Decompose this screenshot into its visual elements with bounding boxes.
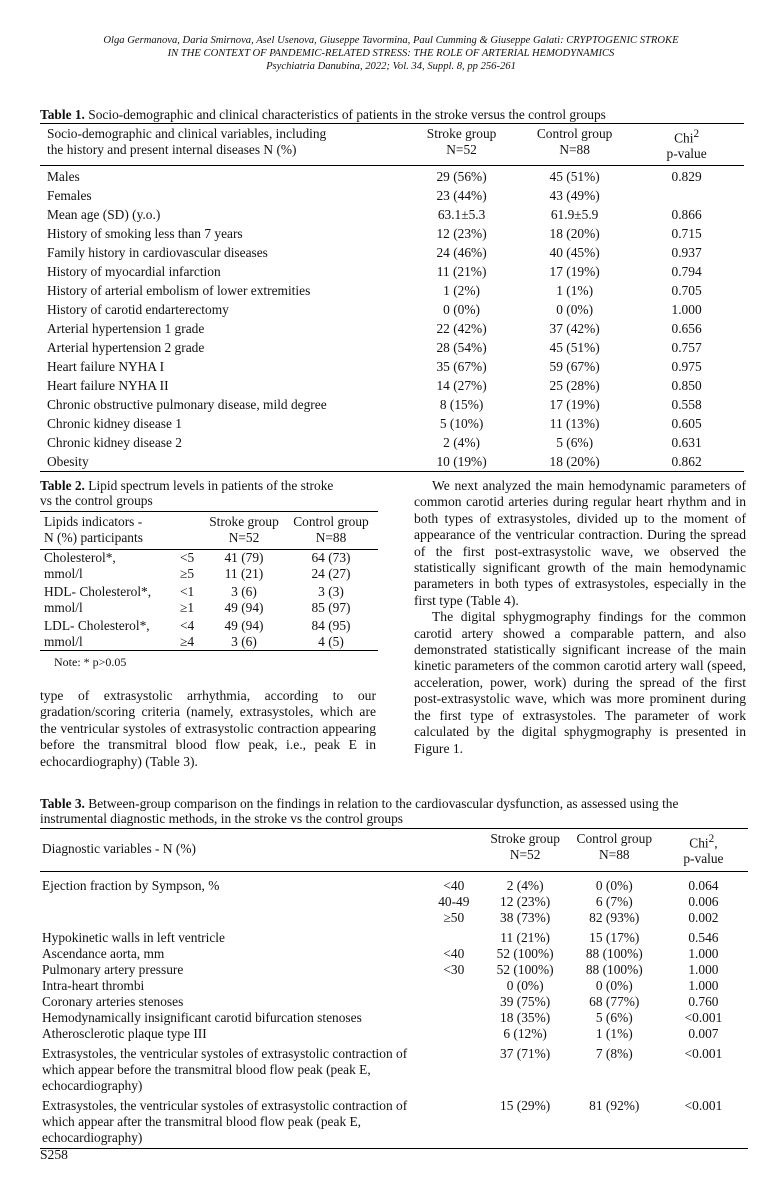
- table3-cell-control: 6 (7%): [595, 894, 633, 910]
- table-row: [40, 910, 748, 926]
- table2-cell-indicator: HDL- Cholesterol*,: [44, 584, 152, 599]
- table-row: [40, 582, 378, 600]
- table3-cell-threshold: [427, 1094, 480, 1149]
- table3-cell-pvalue: 0.006: [688, 894, 719, 910]
- table1-cell-pvalue: 0.631: [671, 435, 702, 451]
- table3-cell-pvalue: <0.001: [684, 1010, 723, 1026]
- table3-cell-stroke: 18 (35%): [500, 1010, 551, 1026]
- table3-cell-stroke: 2 (4%): [506, 878, 544, 894]
- table2-cell-control: 64 (73): [311, 550, 351, 565]
- table2-header-control: [284, 512, 378, 550]
- table2-cell-indicator: mmol/l: [44, 600, 83, 615]
- table2-cell-threshold: <1: [180, 584, 195, 599]
- table-row: [40, 414, 744, 433]
- table2-cell-threshold: ≥1: [180, 600, 195, 615]
- table1-cell-stroke: 12 (23%): [436, 226, 487, 242]
- table-row: [40, 433, 744, 452]
- right-column-text: [414, 478, 746, 757]
- table3-cell-pvalue: 0.546: [688, 930, 719, 946]
- header-text: [659, 831, 748, 851]
- table1: [40, 123, 744, 472]
- table-row: [40, 186, 744, 205]
- table1-cell-variable: History of carotid endarterectomy: [47, 302, 229, 318]
- table2-cell-stroke: 41 (79): [224, 550, 264, 565]
- table3-cell-variable: Extrasystoles, the ventricular systoles of extrasystolic contraction of which appear before the transmitral blood flow peak (peak E, echocardiography): [42, 1046, 408, 1094]
- table1-cell-stroke: 28 (54%): [436, 340, 487, 356]
- table-row: [40, 452, 744, 472]
- table2-cell-control: 85 (97): [311, 600, 351, 615]
- table1-cell-pvalue: 0.866: [671, 207, 702, 223]
- table1-cell-stroke: 23 (44%): [436, 188, 487, 204]
- table1-cell-pvalue: 0.605: [671, 416, 702, 432]
- table3-cell-threshold: [427, 994, 480, 1010]
- table1-cell-pvalue: 0.705: [671, 283, 702, 299]
- table-row: [40, 262, 744, 281]
- table3-header-stroke: [481, 829, 570, 872]
- table2-caption-line1: Lipid spectrum levels in patients of the stroke: [88, 478, 334, 493]
- table1-cell-pvalue: 0.715: [671, 226, 702, 242]
- header-text: p-value: [666, 146, 707, 162]
- table1-cell-pvalue: 0.975: [671, 359, 702, 375]
- table2-cell-threshold: ≥5: [180, 566, 195, 581]
- table-row: [40, 1026, 748, 1042]
- table1-cell-variable: Chronic kidney disease 2: [47, 435, 182, 451]
- table-row: [40, 376, 744, 395]
- table1-cell-stroke: 29 (56%): [436, 169, 487, 185]
- table-row: [40, 600, 378, 616]
- header-text: Stroke group: [490, 831, 560, 846]
- table3-cell-stroke: 52 (100%): [496, 962, 554, 978]
- table3-cell-threshold: [427, 1010, 480, 1026]
- table3-cell-threshold: 40-49: [438, 894, 470, 910]
- table2-cell-stroke: 3 (6): [231, 634, 257, 649]
- table-row: [40, 894, 748, 910]
- table3-cell-variable: Atherosclerotic plaque type III: [42, 1026, 207, 1042]
- table-row: [40, 872, 748, 895]
- table1-cell-control: 25 (28%): [549, 378, 600, 394]
- header-text: N=88: [559, 142, 590, 157]
- table3-cell-control: 82 (93%): [589, 910, 640, 926]
- table1-cell-pvalue: 0.656: [671, 321, 702, 337]
- table1-cell-pvalue: 0.937: [671, 245, 702, 261]
- table2-cell-control: 24 (27): [311, 566, 351, 581]
- table2-cell-control: 3 (3): [318, 584, 344, 599]
- table2-cell-threshold: ≥4: [180, 634, 195, 649]
- table3-body: [40, 872, 748, 1149]
- table1-label: Table 1.: [40, 107, 85, 122]
- table2-header-row: [40, 512, 378, 550]
- table1-cell-pvalue: 0.794: [671, 264, 702, 280]
- table3-header-control: [570, 829, 659, 872]
- table1-cell-pvalue: 0.757: [671, 340, 702, 356]
- table3-header-variables: [40, 829, 481, 872]
- table3-header-row: [40, 829, 748, 872]
- table-row: [40, 962, 748, 978]
- page-number: S258: [40, 1147, 68, 1162]
- table3-cell-pvalue: 1.000: [688, 946, 719, 962]
- table1-cell-pvalue: 0.862: [671, 454, 702, 470]
- table3-cell-variable: Extrasystoles, the ventricular systoles of extrasystolic contraction of which appear after the transmitral blood flow peak (peak E, echocardiography): [42, 1098, 408, 1146]
- table1-cell-stroke: 1 (2%): [443, 283, 480, 299]
- table3-cell-threshold: <30: [443, 962, 465, 978]
- right-paragraph-2: The digital sphygmography findings for the common carotid artery showed a comparable pattern, and also demonstrated statistically significant increase of the main kinetic parameters of the common carotid artery wall (speed, acceleration, power, work) during the spread of the first post-extrasystolic wave, which was more prominent during the first type of extrasystoles. The parameter of work calculated by the digital sphygmography is presented in Figure 1.: [414, 609, 746, 756]
- table3: [40, 828, 748, 1149]
- left-column-text: [40, 688, 376, 770]
- header-title-line: IN THE CONTEXT OF PANDEMIC-RELATED STRESS: THE ROLE OF ARTERIAL HEMODYNAMICS: [167, 48, 615, 59]
- header-text: Stroke group: [426, 126, 497, 141]
- table1-cell-variable: Females: [47, 188, 92, 204]
- table1-cell-control: 17 (19%): [549, 397, 600, 413]
- table3-cell-control: 88 (100%): [585, 962, 643, 978]
- table2-header-stroke: [204, 512, 284, 550]
- chi-text: Chi: [689, 835, 709, 851]
- table1-cell-stroke: 22 (42%): [436, 321, 487, 337]
- table3-cell-variable: [40, 894, 427, 910]
- table2-cell-indicator: LDL- Cholesterol*,: [44, 618, 150, 633]
- table1-cell-variable: History of arterial embolism of lower extremities: [47, 283, 311, 299]
- table1-caption: [40, 107, 744, 122]
- header-text: p-value: [683, 851, 724, 867]
- table1-cell-control: 61.9±5.9: [550, 207, 599, 223]
- table3-cell-pvalue: <0.001: [684, 1046, 723, 1062]
- table-row: [40, 1010, 748, 1026]
- header-text: Lipids indicators -: [44, 514, 143, 529]
- table1-cell-pvalue: 0.829: [671, 169, 702, 185]
- table1-cell-control: 45 (51%): [549, 169, 600, 185]
- table1-cell-control: 5 (6%): [556, 435, 594, 451]
- table3-cell-threshold: [427, 978, 480, 994]
- table-row: [40, 1042, 748, 1094]
- table2-cell-stroke: 49 (94): [224, 600, 264, 615]
- header-text: Control group: [293, 514, 369, 529]
- table-row: [40, 566, 378, 582]
- table3-cell-variable: Hemodynamically insignificant carotid bifurcation stenoses: [42, 1010, 362, 1026]
- table3-label: Table 3.: [40, 796, 85, 811]
- table3-cell-pvalue: 0.002: [688, 910, 719, 926]
- table1-cell-stroke: 11 (21%): [436, 264, 487, 280]
- table1-cell-variable: Chronic kidney disease 1: [47, 416, 182, 432]
- table1-cell-stroke: 8 (15%): [439, 397, 484, 413]
- table2-caption-line2: vs the control groups: [40, 493, 153, 508]
- table2-body: [40, 550, 378, 651]
- table1-cell-control: 0 (0%): [556, 302, 594, 318]
- table1-cell-control: 17 (19%): [549, 264, 600, 280]
- table1-header-pvalue: [629, 124, 744, 166]
- table3-cell-variable: Intra-heart thrombi: [42, 978, 145, 994]
- header-text: N=52: [446, 142, 477, 157]
- table1-cell-control: 40 (45%): [549, 245, 600, 261]
- table1-cell-variable: Males: [47, 169, 80, 185]
- table1-cell-variable: History of smoking less than 7 years: [47, 226, 243, 242]
- header-text: N=52: [509, 847, 541, 862]
- header-text: Socio-demographic and clinical variables, including: [47, 126, 327, 141]
- table-row: [40, 926, 748, 946]
- table1-cell-control: 18 (20%): [549, 454, 600, 470]
- header-text: [629, 126, 744, 146]
- table-row: [40, 205, 744, 224]
- table-row: [40, 357, 744, 376]
- table1-cell-pvalue: 0.558: [671, 397, 702, 413]
- right-paragraph-1: We next analyzed the main hemodynamic parameters of common carotid arteries during regular heart rhythm and in both types of extrasystoles, divided up to the moment of appearance of the ventricular contraction. During the spread of the first post-extrasystolic wave, we observed the statistically significant growth of the main hemodynamic parameters in both types of extrasystoles, especially in the first type (Table 4).: [414, 478, 746, 608]
- table-row: [40, 243, 744, 262]
- table-row: [40, 550, 378, 567]
- table3-cell-control: 81 (92%): [589, 1098, 640, 1114]
- table1-cell-variable: Chronic obstructive pulmonary disease, mild degree: [47, 397, 327, 413]
- table1-header-stroke: [403, 124, 520, 166]
- chi-superscript: 2: [708, 833, 715, 845]
- table1-cell-variable: Heart failure NYHA I: [47, 359, 165, 375]
- table1-cell-stroke: 14 (27%): [436, 378, 487, 394]
- table-row: [40, 978, 748, 994]
- table2-cell-indicator: mmol/l: [44, 634, 83, 649]
- table3-cell-threshold: [427, 1042, 480, 1094]
- header-text: N (%) participants: [44, 530, 143, 545]
- table-row: [40, 338, 744, 357]
- table3-cell-threshold: [427, 926, 480, 946]
- table3-cell-pvalue: 0.064: [688, 878, 719, 894]
- table3-cell-pvalue: <0.001: [684, 1098, 723, 1114]
- table2-cell-control: 84 (95): [311, 618, 351, 633]
- header-text: Diagnostic variables - N (%): [42, 841, 196, 857]
- chi-comma: ,: [714, 835, 718, 851]
- table-row: [40, 946, 748, 962]
- table1-cell-variable: Heart failure NYHA II: [47, 378, 169, 394]
- table1-cell-control: 37 (42%): [549, 321, 600, 337]
- table1-cell-control: 43 (49%): [549, 188, 600, 204]
- table3-cell-pvalue: 0.007: [688, 1026, 719, 1042]
- table3-cell-control: 88 (100%): [585, 946, 643, 962]
- table3-cell-stroke: 0 (0%): [506, 978, 544, 994]
- table1-cell-stroke: 35 (67%): [436, 359, 487, 375]
- table3-cell-variable: Ascendance aorta, mm: [42, 946, 165, 962]
- table3-cell-threshold: [427, 1026, 480, 1042]
- chi-text: Chi: [674, 130, 694, 146]
- table3-cell-control: 0 (0%): [595, 878, 633, 894]
- table1-cell-control: 11 (13%): [549, 416, 600, 432]
- table1-cell-stroke: 0 (0%): [443, 302, 480, 318]
- table3-cell-pvalue: 1.000: [688, 962, 719, 978]
- table3-cell-control: 5 (6%): [595, 1010, 633, 1026]
- table-row: [40, 224, 744, 243]
- table1-cell-control: 18 (20%): [549, 226, 600, 242]
- header-authors-line: Olga Germanova, Daria Smirnova, Asel Usenova, Giuseppe Tavormina, Paul Cumming & Giuseppe Galati: CRYPTOGENIC STROKE: [103, 35, 679, 46]
- running-header: [40, 34, 742, 73]
- header-text: N=88: [315, 530, 347, 545]
- table1-cell-variable: Arterial hypertension 1 grade: [47, 321, 205, 337]
- table3-caption-text: Between-group comparison on the findings in relation to the cardiovascular dysfunction, as assessed using the instrumental diagnostic methods, in the stroke vs the control groups: [40, 796, 679, 826]
- table3-cell-stroke: 37 (71%): [500, 1046, 551, 1062]
- table3-cell-stroke: 38 (73%): [500, 910, 551, 926]
- table1-cell-control: 1 (1%): [556, 283, 594, 299]
- table2-cell-threshold: <4: [180, 618, 195, 633]
- table2-cell-indicator: mmol/l: [44, 566, 83, 581]
- table3-cell-threshold: <40: [443, 946, 465, 962]
- table2-cell-indicator: Cholesterol*,: [44, 550, 116, 565]
- header-text: N=88: [598, 847, 630, 862]
- table3-cell-variable: Ejection fraction by Sympson, %: [42, 878, 220, 894]
- table1-cell-variable: History of myocardial infarction: [47, 264, 221, 280]
- table3-caption: [40, 796, 748, 826]
- table1-cell-variable: Arterial hypertension 2 grade: [47, 340, 205, 356]
- table2-cell-stroke: 49 (94): [224, 618, 264, 633]
- header-journal-line: Psychiatria Danubina, 2022; Vol. 34, Suppl. 8, pp 256-261: [266, 61, 516, 72]
- table-row: [40, 395, 744, 414]
- table2-header-lipids: [40, 512, 204, 550]
- table3-cell-stroke: 15 (29%): [500, 1098, 551, 1114]
- table3-cell-variable: [40, 910, 427, 926]
- table-row: [40, 281, 744, 300]
- table3-cell-variable: Pulmonary artery pressure: [42, 962, 184, 978]
- table3-cell-control: 7 (8%): [595, 1046, 633, 1062]
- table3-cell-threshold: ≥50: [443, 910, 465, 926]
- table2-note: Note: * p>0.05: [54, 655, 127, 669]
- header-text: Control group: [576, 831, 653, 846]
- table1-caption-text: Socio-demographic and clinical characteristics of patients in the stroke versus the control groups: [88, 107, 606, 122]
- header-text: the history and present internal diseases N (%): [47, 142, 297, 157]
- table3-cell-control: 68 (77%): [589, 994, 640, 1010]
- header-text: Stroke group: [209, 514, 279, 529]
- table1-cell-pvalue: 1.000: [671, 302, 702, 318]
- table1-cell-control: 45 (51%): [549, 340, 600, 356]
- table2-cell-stroke: 11 (21): [224, 566, 264, 581]
- table-row: [40, 616, 378, 634]
- left-paragraph: type of extrasystolic arrhythmia, according to our gradation/scoring criteria (namely, extrasystoles, which are the ventricular systoles of extrasystolic contraction appearing before the transmitral blood flow peak, i.e., peak E in echocardiography) (Table 3).: [40, 688, 376, 769]
- table3-cell-control: 1 (1%): [595, 1026, 633, 1042]
- chi-superscript: 2: [693, 128, 700, 140]
- table1-header-row: [40, 124, 744, 166]
- table2-cell-control: 4 (5): [318, 634, 344, 649]
- table3-cell-control: 15 (17%): [589, 930, 640, 946]
- table3-cell-stroke: 6 (12%): [503, 1026, 547, 1042]
- table1-cell-pvalue: [629, 186, 744, 205]
- table3-cell-stroke: 11 (21%): [500, 930, 550, 946]
- table1-cell-stroke: 10 (19%): [436, 454, 487, 470]
- table3-cell-pvalue: 1.000: [688, 978, 719, 994]
- table-row: [40, 994, 748, 1010]
- table1-cell-variable: Obesity: [47, 454, 89, 470]
- table3-cell-stroke: 12 (23%): [500, 894, 551, 910]
- table1-cell-variable: Family history in cardiovascular diseases: [47, 245, 268, 261]
- table1-body: [40, 166, 744, 472]
- table3-cell-threshold: <40: [443, 878, 465, 894]
- table3-header-pvalue: [659, 829, 748, 872]
- table-row: [40, 634, 378, 651]
- table3-cell-stroke: 39 (75%): [500, 994, 551, 1010]
- table3-cell-variable: Hypokinetic walls in left ventricle: [42, 930, 225, 946]
- table3-cell-pvalue: 0.760: [688, 994, 719, 1010]
- table2-label: Table 2.: [40, 478, 85, 493]
- table2-cell-stroke: 3 (6): [231, 584, 257, 599]
- table2: [40, 511, 378, 651]
- table-row: [40, 1094, 748, 1149]
- table1-cell-stroke: 5 (10%): [439, 416, 484, 432]
- header-text: Control group: [536, 126, 613, 141]
- table3-cell-variable: Coronary arteries stenoses: [42, 994, 184, 1010]
- table3-cell-stroke: 52 (100%): [496, 946, 554, 962]
- header-text: N=52: [228, 530, 260, 545]
- table1-header-variables: [40, 124, 403, 166]
- table1-cell-pvalue: 0.850: [671, 378, 702, 394]
- table1-cell-variable: Mean age (SD) (y.o.): [47, 207, 161, 223]
- table-row: [40, 300, 744, 319]
- table3-cell-control: 0 (0%): [595, 978, 633, 994]
- table1-cell-stroke: 2 (4%): [443, 435, 480, 451]
- table2-cell-threshold: <5: [180, 550, 195, 565]
- table-row: [40, 319, 744, 338]
- table1-header-control: [520, 124, 629, 166]
- table2-caption: [40, 478, 378, 508]
- table-row: [40, 166, 744, 187]
- table1-cell-stroke: 24 (46%): [436, 245, 487, 261]
- table1-cell-control: 59 (67%): [549, 359, 600, 375]
- table1-cell-stroke: 63.1±5.3: [437, 207, 486, 223]
